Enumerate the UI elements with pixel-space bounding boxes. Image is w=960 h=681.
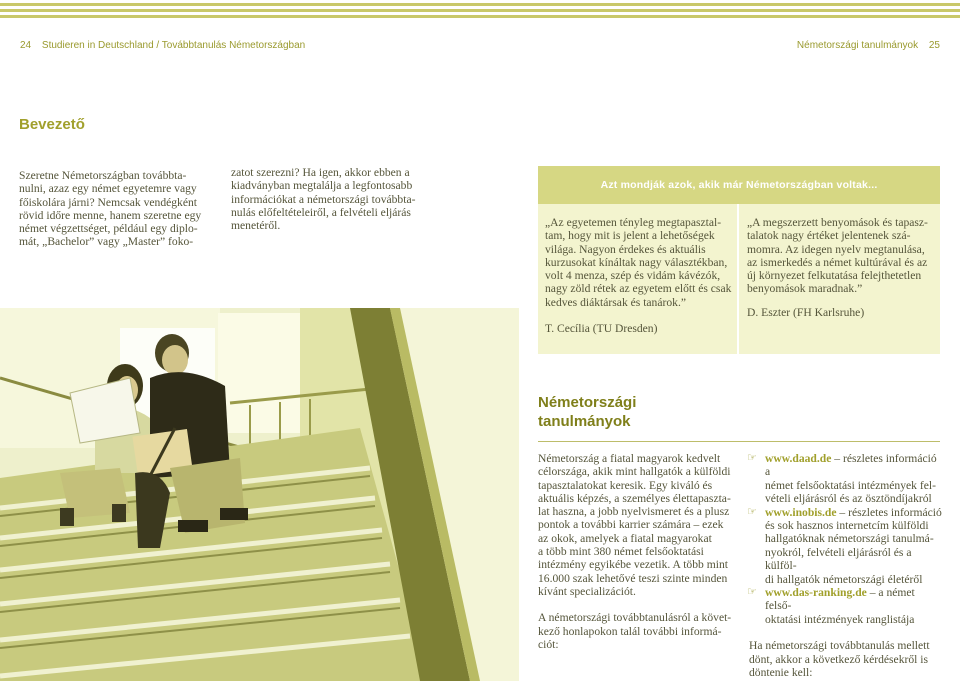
list-item <box>749 586 944 626</box>
text-line: pontok a további karrier számára – ezek <box>538 518 724 532</box>
text-line: kiadványban megtalálja a legfontosabb <box>231 179 413 193</box>
link-inobis[interactable]: www.inobis.de <box>765 505 837 519</box>
text-line: nyokról, felvételi eljárásról és a külföl- <box>765 545 912 573</box>
text-line: hallgatóknak németországi tanulmá- <box>765 532 934 546</box>
pointing-hand-icon: ☞ <box>747 586 757 599</box>
text-line: – részletes információ a <box>765 452 937 479</box>
text-line: célországa, akik mint hallgatók a külföldi <box>538 465 731 479</box>
closing-paragraph <box>749 639 944 679</box>
text-line: és sok hasznos internetcím külföldi <box>765 519 929 533</box>
pointing-hand-icon: ☞ <box>747 452 757 464</box>
text-line: kurzusokat kínáltak nagy választékban, <box>545 255 728 269</box>
text-line: Németország a fiatal magyarok kedvelt <box>538 452 721 465</box>
students-on-stairs-photo <box>0 308 519 681</box>
text-line: vételi eljárásról és az ösztöndíjakról <box>765 492 932 506</box>
running-header-left <box>20 40 305 51</box>
page-title: Bevezető <box>19 116 85 133</box>
text-line: „Az egyetemen tényleg megtapasztal- <box>545 216 722 229</box>
text-line: az ismerkedés a német kultúrával és az <box>747 255 928 269</box>
text-line: főiskolára járni? Nemcsak vendégként <box>19 195 198 209</box>
text-line: oktatási intézmények ranglistája <box>765 612 915 626</box>
text-line: lat haszna, a jobb nyelvismeret és a plusz <box>538 505 730 519</box>
intro-column-2 <box>231 166 441 232</box>
section-title-line: tanulmányok <box>538 413 631 430</box>
text-line: di hallgatók németországi életéről <box>765 572 923 586</box>
text-line: talatok nagy értéket jelentenek szá- <box>747 229 911 243</box>
top-stripe <box>0 15 960 18</box>
intro-column-1 <box>19 169 219 249</box>
text-line: kívánt specializációt. <box>538 584 636 598</box>
text-line: az okok, amelyek a fiatal magyarokat <box>538 531 712 545</box>
section-body <box>538 452 738 651</box>
quote-box-heading: Azt mondják azok, akik már Németországban voltak... <box>538 166 940 204</box>
text-line: a több mint 380 német felsőoktatási <box>538 545 704 559</box>
text-line: – részletes információ <box>839 505 942 519</box>
text-line: döntenie kell: <box>749 666 813 680</box>
text-line: „A megszerzett benyomások és tapasz- <box>747 216 928 229</box>
text-line: kező honlapokon talál további informá- <box>538 624 722 638</box>
section-divider <box>538 441 940 442</box>
text-line: dönt, akkor a következő kérdésekről is <box>749 652 929 666</box>
top-stripe <box>0 9 960 12</box>
header-left-text: Studieren in Deutschland / Továbbtanulás Németországban <box>41 40 306 51</box>
pointing-hand-icon: ☞ <box>747 505 757 518</box>
photo-illustration <box>0 308 519 681</box>
text-line: 16.000 szak lehetővé teszi szinte minden <box>538 571 728 585</box>
link-daad[interactable]: www.daad.de <box>765 452 832 465</box>
text-line: világa. Nagyon érdekes és aktuális <box>545 242 706 256</box>
running-header-right <box>797 40 940 51</box>
text-line: menetéről. <box>231 219 281 233</box>
list-item <box>749 452 944 506</box>
quote-right <box>747 216 937 319</box>
text-line: aktuális képzés, a személyes élettapaszta- <box>538 491 731 505</box>
text-line: kedves diáktársak és tanárok.” <box>545 295 686 309</box>
text-line: Szeretne Németországban továbbta- <box>19 169 187 182</box>
quote-author: T. Cecília (TU Dresden) <box>545 322 658 336</box>
text-line: benyomások maradnak.” <box>747 282 863 296</box>
text-line: tapasztalatokat keresik. Egy kiváló és <box>538 478 713 492</box>
text-line: nulni, azaz egy német egyetemre vagy <box>19 182 197 196</box>
text-line: mát, „Bachelor” vagy „Master” foko- <box>19 235 194 249</box>
text-line: német felsőoktatási intézmények fel- <box>765 478 936 492</box>
section-title <box>538 393 636 431</box>
quote-divider <box>737 204 739 354</box>
text-line: információkat a németországi továbbta- <box>231 192 416 206</box>
quote-author: D. Eszter (FH Karlsruhe) <box>747 305 865 319</box>
text-line: nagy zöld rétek az egyetem előtt és csak <box>545 282 732 296</box>
text-line: intézmény egyikébe vezetik. A több mint <box>538 558 728 572</box>
text-line: rövid időre menne, hanem szeretne egy <box>19 208 202 222</box>
text-line: Ha németországi továbbtanulás mellett <box>749 639 930 653</box>
text-line: német végzettséget, például egy diplo- <box>19 222 198 236</box>
text-line: momra. Az idegen nyelv megtanulása, <box>747 242 925 256</box>
link-das-ranking[interactable]: www.das-ranking.de <box>765 586 867 600</box>
text-line: tam, hogy mit is jelent a lehetőségek <box>545 229 715 243</box>
header-right-text: Németországi tanulmányok <box>796 40 919 51</box>
top-stripe <box>0 3 960 6</box>
text-line: zatot szerezni? Ha igen, akkor ebben a <box>231 166 410 179</box>
text-line: – a német felső- <box>765 586 915 613</box>
text-line: új környezet felkutatása felejthetetlen <box>747 269 922 283</box>
quote-left <box>545 216 735 335</box>
page-number-right: 25 <box>928 40 940 51</box>
text-line: A németországi továbbtanulásról a követ- <box>538 611 732 625</box>
text-line: ciót: <box>538 637 559 651</box>
page-number-left: 24 <box>20 40 32 51</box>
list-item <box>749 506 944 586</box>
text-line: nulás előfeltételeiről, a felvételi eljárás <box>231 205 411 219</box>
link-list <box>749 452 944 680</box>
section-title-line: Németországi <box>538 394 637 411</box>
text-line: volt 4 menza, szép és vidám kávézók, <box>545 269 721 283</box>
